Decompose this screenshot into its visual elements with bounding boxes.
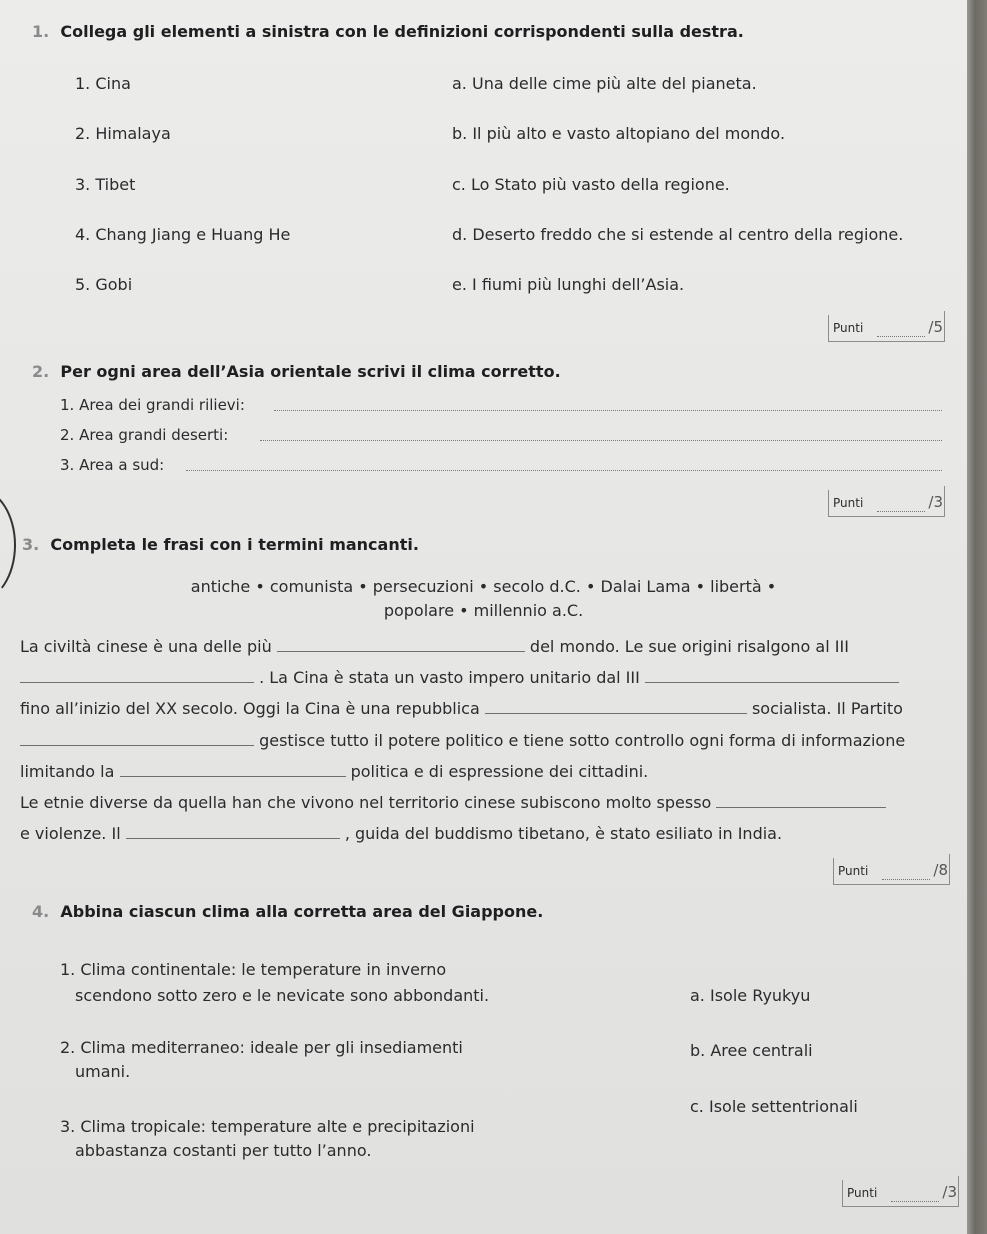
ex2-answer-2[interactable] [260, 426, 942, 441]
ex1-number: 1. [32, 22, 50, 41]
word-bank-line-2: popolare • millennio a.C. [383, 601, 584, 620]
ex3-line-5 [20, 762, 648, 781]
ex4-item-3-line-2: abbastanza costanti per tutto l’anno. [75, 1141, 372, 1160]
ex1-left-5: 5. Gobi [75, 275, 133, 294]
ex4-heading [32, 902, 543, 921]
ex4-item-1-line-2: scendono sotto zero e le nevicate sono abbondanti. [75, 986, 490, 1005]
score-bar [958, 1176, 959, 1207]
ex1-right-b: b. Il più alto e vasto altopiano del mondo. [452, 124, 786, 143]
ex2-item-1-label: 1. Area dei grandi rilievi: [60, 396, 245, 414]
ex4-option-a: a. Isole Ryukyu [690, 986, 811, 1005]
score-value: /5 [928, 318, 943, 336]
score-value: /3 [928, 493, 943, 511]
ex2-item-3 [60, 456, 164, 474]
ex3-heading [22, 535, 419, 554]
score-dots [891, 1201, 939, 1202]
score-value: /8 [933, 861, 948, 879]
ex2-score-box [828, 490, 945, 517]
ex3-line-7 [20, 824, 782, 843]
ex1-heading [32, 22, 744, 41]
ex3-blank-1[interactable] [277, 637, 525, 652]
ex1-left-4: 4. Chang Jiang e Huang He [75, 225, 291, 244]
ex4-option-c: c. Isole settentrionali [690, 1097, 858, 1116]
score-value: /3 [942, 1183, 957, 1201]
ex4-option-b: b. Aree centrali [690, 1041, 813, 1060]
ex4-item-2-line-1: 2. Clima mediterraneo: ideale per gli insediamenti [60, 1038, 463, 1057]
score-bar [944, 311, 945, 342]
ex3-text-7: limitando la [20, 762, 115, 781]
ex3-blank-6[interactable] [120, 762, 346, 777]
ex3-text-9: Le etnie diverse da quella han che vivono nel territorio cinese subiscono molto spesso [20, 793, 712, 812]
ex2-item-2 [60, 426, 228, 444]
score-bar [949, 854, 950, 885]
ex1-right-c: c. Lo Stato più vasto della regione. [452, 175, 730, 194]
ex3-text-1: La civiltà cinese è una delle più [20, 637, 272, 656]
ex3-blank-8[interactable] [126, 824, 340, 839]
ex4-item-2-line-2: umani. [75, 1062, 131, 1081]
ex2-item-2-label: 2. Area grandi deserti: [60, 426, 229, 444]
word-bank-line-1: antiche • comunista • persecuzioni • secolo d.C. • Dalai Lama • libertà • [190, 577, 777, 596]
ex3-blank-2[interactable] [20, 668, 254, 683]
ex2-answer-1[interactable] [274, 396, 942, 411]
ex4-score-box [842, 1180, 959, 1207]
ex2-heading [32, 362, 561, 381]
ex3-text-5: socialista. Il Partito [751, 699, 903, 718]
ex3-text-4: fino all’inizio del XX secolo. Oggi la Cina è una repubblica [20, 699, 480, 718]
ex3-text-8: politica e di espressione dei cittadini. [350, 762, 649, 781]
ex3-blank-7[interactable] [716, 793, 886, 808]
ex3-blank-5[interactable] [20, 731, 254, 746]
ex3-text-11: , guida del buddismo tibetano, è stato esiliato in India. [344, 824, 783, 843]
ex4-title: Abbina ciascun clima alla corretta area del Giappone. [60, 902, 544, 921]
ex3-score-box [833, 858, 950, 885]
ex2-title: Per ogni area dell’Asia orientale scrivi il clima corretto. [60, 362, 561, 381]
ex3-line-4 [20, 731, 905, 750]
ex2-number: 2. [32, 362, 50, 381]
ex3-blank-3[interactable] [645, 668, 899, 683]
ex1-right-a: a. Una delle cime più alte del pianeta. [452, 74, 757, 93]
score-label: Punti [833, 496, 864, 510]
score-bar [944, 486, 945, 517]
ex3-number: 3. [22, 535, 40, 554]
ex3-line-1 [20, 637, 849, 656]
ex3-title: Completa le frasi con i termini mancanti. [50, 535, 419, 554]
ex3-text-2: del mondo. Le sue origini risalgono al III [529, 637, 849, 656]
ex4-number: 4. [32, 902, 50, 921]
ex4-item-1-line-1: 1. Clima continentale: le temperature in inverno [60, 960, 447, 979]
score-label: Punti [838, 864, 869, 878]
ex2-item-1 [60, 396, 245, 414]
ex1-left-1: 1. Cina [75, 74, 131, 93]
ex2-answer-3[interactable] [186, 456, 942, 471]
ex1-score-box [828, 315, 945, 342]
ex4-item-3-line-1: 3. Clima tropicale: temperature alte e precipitazioni [60, 1117, 475, 1136]
ex3-text-3: . La Cina è stata un vasto impero unitario dal III [259, 668, 640, 687]
ex3-text-10: e violenze. Il [20, 824, 121, 843]
ex3-text-6: gestisce tutto il potere politico e tiene sotto controllo ogni forma di informazione [259, 731, 906, 750]
ex3-line-2 [20, 668, 899, 687]
score-label: Punti [847, 1186, 878, 1200]
ex1-right-d: d. Deserto freddo che si estende al centro della regione. [452, 225, 904, 244]
score-dots [877, 336, 925, 337]
ex3-line-6 [20, 793, 886, 812]
ex2-item-3-label: 3. Area a sud: [60, 456, 165, 474]
ex1-title: Collega gli elementi a sinistra con le definizioni corrispondenti sulla destra. [60, 22, 744, 41]
ex1-right-e: e. I fiumi più lunghi dell’Asia. [452, 275, 685, 294]
ex1-left-3: 3. Tibet [75, 175, 136, 194]
score-dots [877, 511, 925, 512]
ex3-line-3 [20, 699, 903, 718]
ex1-left-2: 2. Himalaya [75, 124, 171, 143]
score-dots [882, 879, 930, 880]
score-label: Punti [833, 321, 864, 335]
page-edge [967, 0, 987, 1234]
ex3-blank-4[interactable] [485, 699, 747, 714]
